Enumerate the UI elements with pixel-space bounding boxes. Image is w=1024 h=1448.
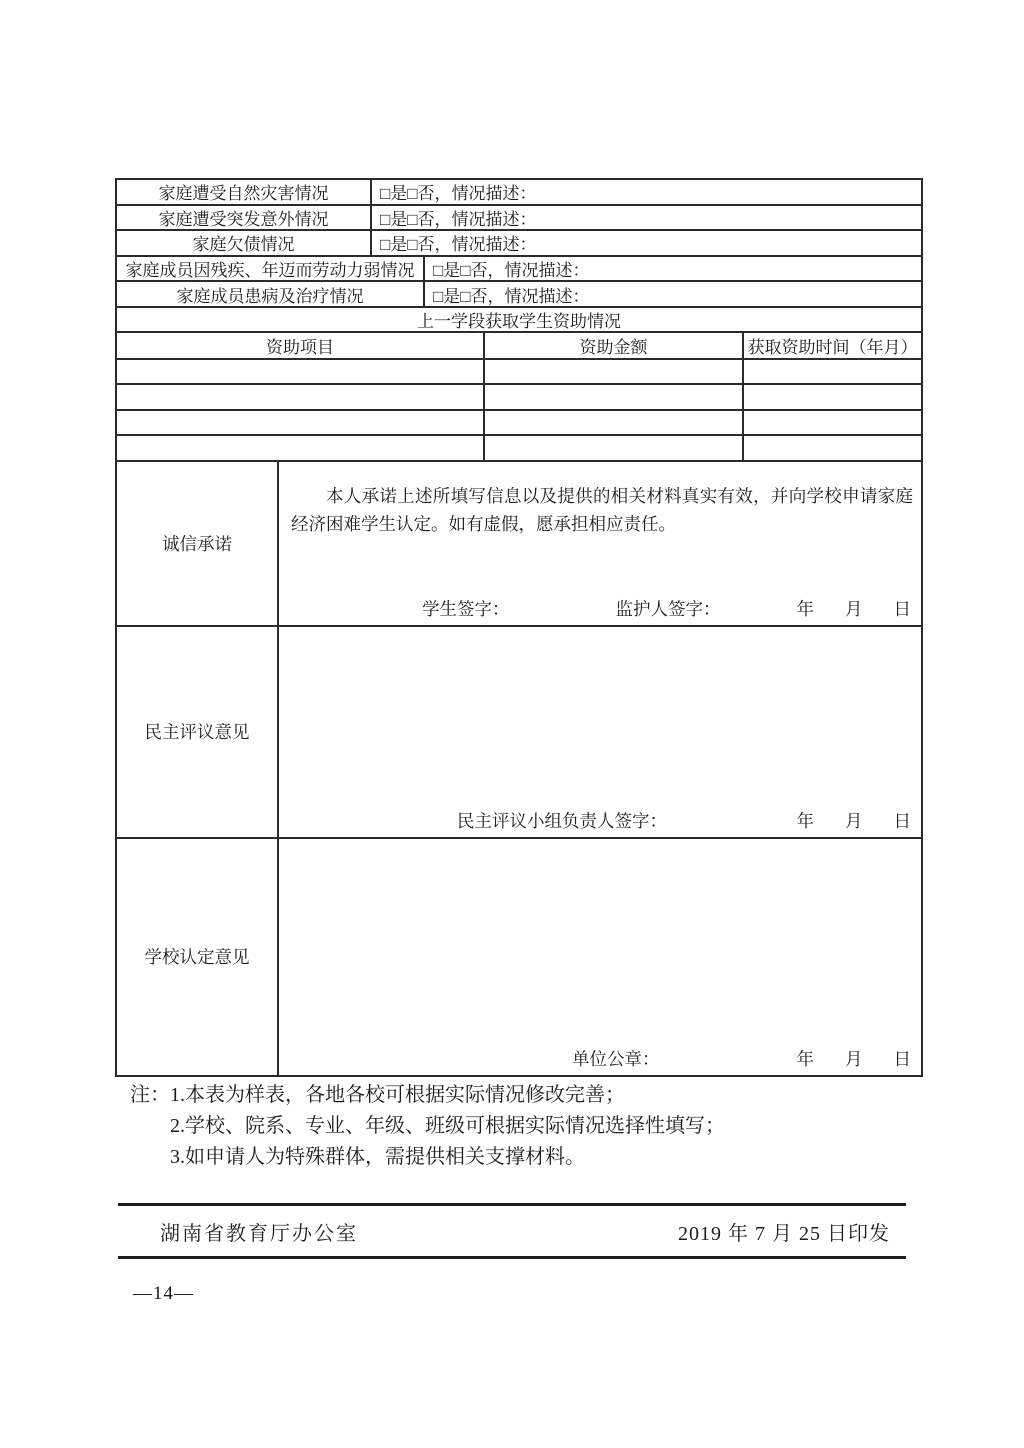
aid-empty-cell <box>485 411 744 435</box>
date-fields <box>797 1046 922 1071</box>
notes-block <box>130 1080 725 1173</box>
row-label: 家庭成员患病及治疗情况 <box>117 282 425 306</box>
school-seal-row <box>279 1046 921 1071</box>
aid-empty-cell <box>485 436 744 460</box>
democratic-review-section <box>117 627 921 839</box>
checkbox-options-text: □是□否，情况描述： <box>380 209 537 229</box>
table-row-natural-disaster <box>117 180 921 206</box>
aid-empty-cell <box>485 360 744 384</box>
table-row-family-debt <box>117 231 921 257</box>
commitment-body: 本人承诺上述所填写信息以及提供的相关材料真实有效，并向学校申请家庭经济困难学生认定。如有虚假，愿承担相应责任。 <box>291 485 913 534</box>
aid-empty-cell <box>485 385 744 409</box>
commitment-section <box>117 462 921 627</box>
democratic-review-label: 民主评议意见 <box>117 627 279 837</box>
review-signature-row <box>279 808 921 833</box>
aid-empty-row <box>117 436 921 462</box>
month-label: 月 <box>845 1048 863 1069</box>
row-label: 家庭遭受突发意外情况 <box>117 206 372 230</box>
year-label: 年 <box>796 810 814 831</box>
row-label: 家庭遭受自然灾害情况 <box>117 180 372 204</box>
aid-empty-row <box>117 360 921 386</box>
aid-empty-cell <box>744 360 921 384</box>
checkbox-options-text: □是□否，情况描述： <box>433 261 590 281</box>
aid-section-title-row <box>117 308 921 333</box>
aid-header-project: 资助项目 <box>117 333 485 358</box>
checkbox-options-text: □是□否，情况描述： <box>433 286 590 306</box>
aid-empty-row <box>117 385 921 411</box>
row-label: 家庭成员因残疾、年迈而劳动力弱情况 <box>117 257 425 281</box>
note-item: 2.学校、院系、专业、年级、班级可根据实际情况选择性填写； <box>170 1115 725 1137</box>
review-leader-signature-label: 民主评议小组负责人签字： <box>457 810 667 831</box>
day-label: 日 <box>893 1048 911 1069</box>
guardian-signature-label: 监护人签字： <box>615 598 721 619</box>
school-opinion-section <box>117 839 921 1075</box>
aid-empty-cell <box>117 411 485 435</box>
issuing-footer <box>118 1203 906 1259</box>
checkbox-options-text: □是□否，情况描述： <box>380 184 537 204</box>
aid-empty-cell <box>744 436 921 460</box>
table-row-weak-labor <box>117 257 921 283</box>
year-label: 年 <box>796 1048 814 1069</box>
day-label: 日 <box>893 598 911 619</box>
notes-items <box>170 1080 725 1173</box>
aid-empty-cell <box>744 385 921 409</box>
issue-date: 2019 年 7 月 25 日印发 <box>678 1222 890 1245</box>
aid-section-title: 上一学段获取学生资助情况 <box>417 311 621 331</box>
school-opinion-content <box>279 839 921 1075</box>
year-label: 年 <box>796 598 814 619</box>
aid-empty-row <box>117 411 921 437</box>
note-item: 3.如申请人为特殊群体，需提供相关支撑材料。 <box>170 1146 585 1168</box>
school-opinion-label: 学校认定意见 <box>117 839 279 1075</box>
aid-empty-cell <box>744 411 921 435</box>
unit-seal-label: 单位公章： <box>572 1048 660 1069</box>
aid-header-amount: 资助金额 <box>485 333 744 358</box>
democratic-review-content <box>279 627 921 837</box>
aid-header-row <box>117 333 921 360</box>
checkbox-options-text: □是□否，情况描述： <box>380 235 537 255</box>
note-item: 1.本表为样表，各地各校可根据实际情况修改完善； <box>170 1084 625 1106</box>
application-form-table <box>115 178 923 1077</box>
month-label: 月 <box>845 598 863 619</box>
table-row-illness-treatment <box>117 282 921 308</box>
day-label: 日 <box>893 810 911 831</box>
aid-empty-cell <box>117 436 485 460</box>
issuing-office: 湖南省教育厅办公室 <box>160 1222 358 1245</box>
row-label: 家庭欠债情况 <box>117 231 372 255</box>
aid-empty-cell <box>117 385 485 409</box>
month-label: 月 <box>845 810 863 831</box>
page-number: —14— <box>133 1283 194 1304</box>
commitment-signature-row <box>279 596 921 621</box>
notes-prefix: 注： <box>130 1084 170 1106</box>
date-fields <box>797 808 922 833</box>
commitment-content <box>279 462 921 625</box>
commitment-label: 诚信承诺 <box>117 462 279 625</box>
student-signature-label: 学生签字： <box>422 598 510 619</box>
aid-header-time: 获取资助时间（年月） <box>747 337 918 357</box>
date-fields <box>797 596 922 621</box>
table-row-sudden-accident <box>117 206 921 232</box>
aid-empty-cell <box>117 360 485 384</box>
